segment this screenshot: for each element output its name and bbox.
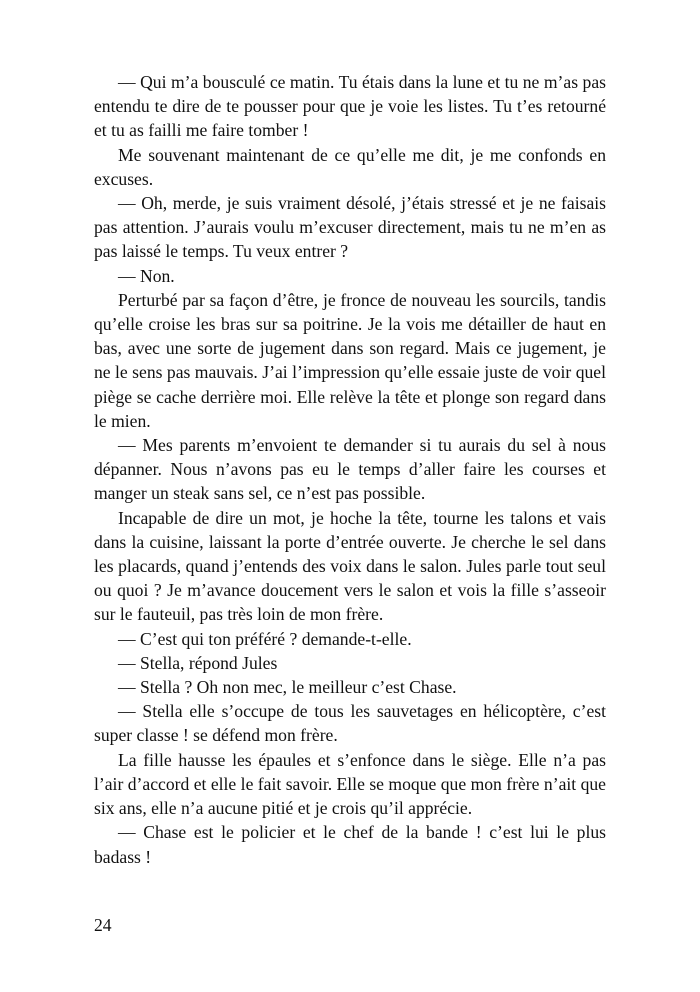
body-text (94, 70, 606, 869)
paragraph-7: Incapable de dire un mot, je hoche la tête, tourne les talons et vais dans la cuisine, laissant la porte d’entrée ouverte. Je cherche le sel dans les placards, quand j’entends des voix dans le salon. Jules parle tout seul ou quoi ? Je m’avance doucement vers le salon et vois la fille s’asseoir sur le fauteuil, pas très loin de mon frère. (94, 507, 606, 625)
paragraph-12: La fille hausse les épaules et s’enfonce dans le siège. Elle n’a pas l’air d’accord et elle le fait savoir. Elle se moque que mon frère n’ait que six ans, elle n’a aucune pitié et je crois qu’il apprécie. (94, 749, 606, 819)
paragraph-6: — Mes parents m’envoient te demander si tu aurais du sel à nous dépanner. Nous n’avons pas eu le temps d’aller faire les courses et manger un steak sans sel, ce n’est pas possible. (94, 435, 606, 504)
paragraph-3: — Oh, merde, je suis vraiment désolé, j’étais stressé et je ne faisais pas attention. J’aurais voulu m’excuser directement, mais tu ne m’en as pas laissé le temps. Tu veux entrer ? (94, 193, 606, 262)
paragraph-10: — Stella ? Oh non mec, le meilleur c’est Chase. (118, 677, 457, 698)
paragraph-8: — C’est qui ton préféré ? demande-t-elle. (118, 628, 412, 649)
page-number: 24 (94, 915, 112, 935)
paragraph-11: — Stella elle s’occupe de tous les sauvetages en hélicoptère, c’est super classe ! se défend mon frère. (94, 701, 606, 746)
paragraph-5: Perturbé par sa façon d’être, je fronce de nouveau les sourcils, tandis qu’elle croise les bras sur sa poitrine. Je la vois me détailler de haut en bas, avec une sorte de jugement dans son regard. Mais ce jugement, je ne le sens pas mauvais. J’ai l’impression qu’elle essaie juste de voir quel piège se cache derrière moi. Elle relève la tête et plonge son regard dans le mien. (94, 289, 606, 431)
paragraph-9: — Stella, répond Jules (118, 652, 278, 673)
paragraph-2: Me souvenant maintenant de ce qu’elle me dit, je me confonds en excuses. (94, 144, 606, 189)
paragraph-4: — Non. (118, 265, 175, 286)
paragraph-13: — Chase est le policier et le chef de la bande ! c’est lui le plus badass ! (94, 822, 606, 867)
paragraph-1: — Qui m’a bousculé ce matin. Tu étais dans la lune et tu ne m’as pas entendu te dire de te pousser pour que je voie les listes. Tu t’es retourné et tu as failli me faire tomber ! (94, 72, 606, 141)
